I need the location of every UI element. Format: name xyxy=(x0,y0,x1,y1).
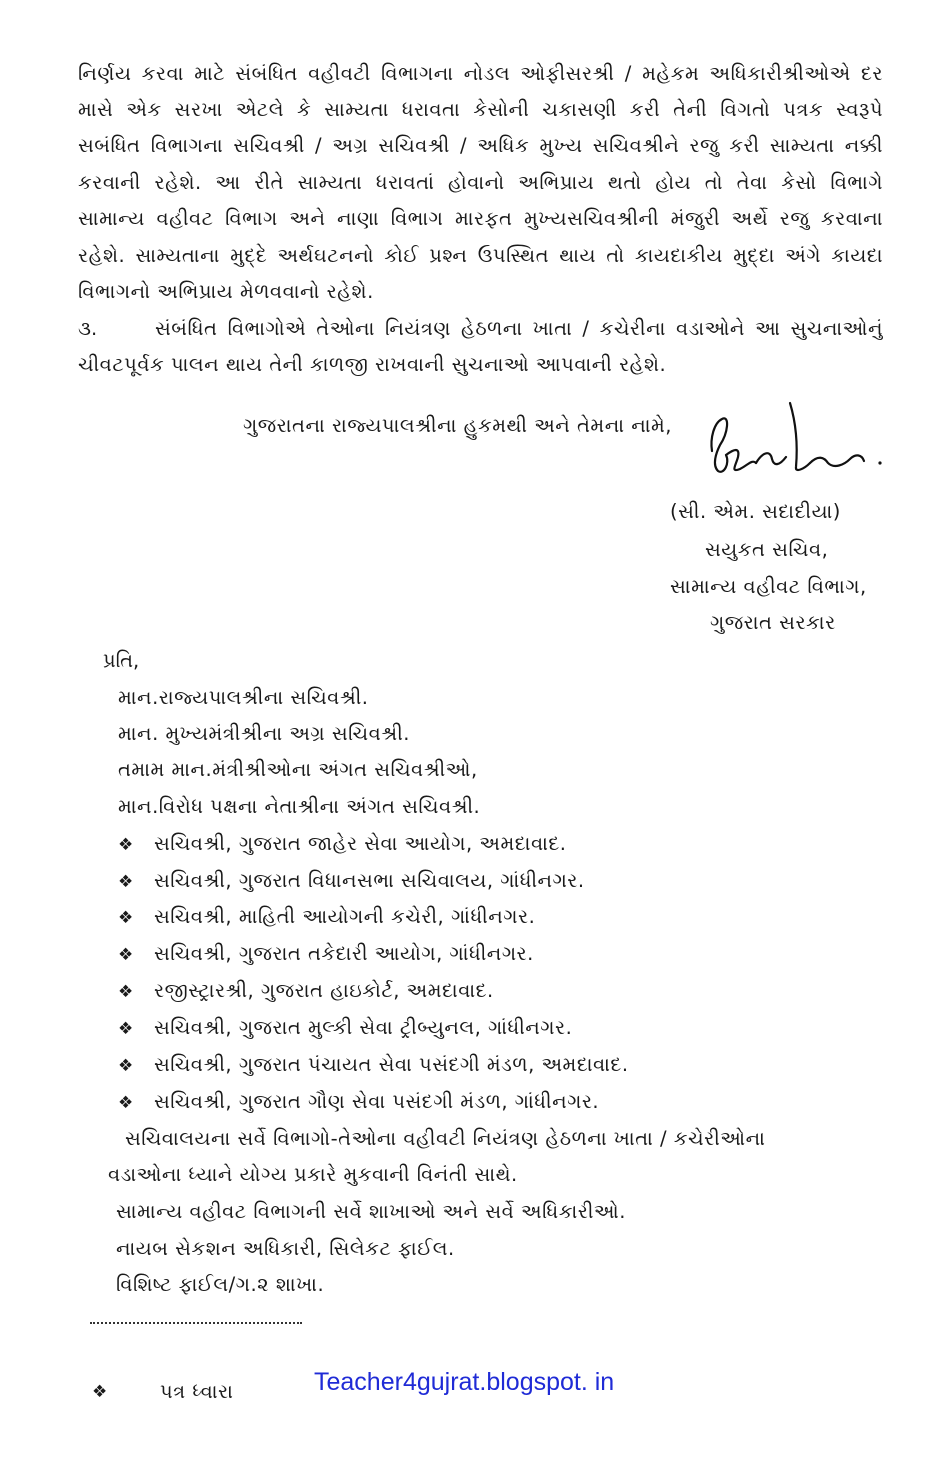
signatory-designation: સયુકત સચિવ, xyxy=(705,538,829,561)
body-line: સામાન્ય વહીવટ વિભાગ અને નાણા વિભાગ મારફત મુખ્યસચિવશ્રીની મંજુરી અર્થે રજુ કરવાના xyxy=(78,207,883,230)
recipient-item: માન.વિરોધ પક્ષના નેતાશ્રીના અંગત સચિવશ્રી. xyxy=(118,795,481,818)
recipient-bullet-item xyxy=(118,1053,629,1078)
recipient-text: સચિવશ્રી, ગુજરાત મુલ્કી સેવા ટ્રીબ્યુનલ, ગાંધીનગર. xyxy=(154,1016,573,1039)
recipient-bullet-item xyxy=(118,1016,572,1041)
body-line: નિર્ણય કરવા માટે સંબંધિત વહીવટી વિભાગના નોડલ ઓફીસરશ્રી / મહેકમ અધિકારીશ્રીઓએ દર xyxy=(78,62,883,85)
recipient-item: સચિવાલયના સર્વે વિભાગો-તેઓના વહીવટી નિયંત્રણ હેઠળના ખાતા / કચેરીઓના xyxy=(125,1127,766,1150)
body-line: સબંધિત વિભાગના સચિવશ્રી / અગ્ર સચિવશ્રી / અધિક મુખ્ય સચિવશ્રીને રજુ કરી સામ્યતા નક્કી xyxy=(78,134,883,157)
point3-line: ચીવટપૂર્વક પાલન થાય તેની કાળજી રાખવાની સુચનાઓ આપવાની રહેશે. xyxy=(78,353,667,376)
body-line: કરવાની રહેશે. આ રીતે સામ્યતા ધરાવતાં હોવાનો અભિપ્રાય થતો હોય તો તેવા કેસો વિભાગે xyxy=(78,171,883,194)
recipient-bullet-item xyxy=(118,979,494,1004)
recipient-text: સચિવશ્રી, ગુજરાત ગૌણ સેવા પસંદગી મંડળ, ગાંધીનગર. xyxy=(154,1090,600,1113)
body-line: માસે એક સરખા એટલે કે સામ્યતા ધરાવતા કેસોની ચકાસણી કરી તેની વિગતો પત્રક સ્વરૂપે xyxy=(78,98,883,121)
patra-label: પત્ર ધ્વારા xyxy=(160,1380,234,1403)
bullet-icon: ❖ xyxy=(118,872,134,892)
point3-line: સંબંધિત વિભાગોએ તેઓના નિયંત્રણ હેઠળના ખાતા / કચેરીના વડાઓને આ સુચનાઓનું xyxy=(155,317,884,340)
recipient-item: સામાન્ય વહીવટ વિભાગની સર્વે શાખાઓ અને સર્વે અધિકારીઓ. xyxy=(116,1200,626,1223)
recipient-text: સચિવશ્રી, ગુજરાત વિધાનસભા સચિવાલય, ગાંધીનગર. xyxy=(154,869,585,892)
recipient-item: વિશિષ્ટ ફાઈલ/ગ.૨ શાખા. xyxy=(116,1273,325,1296)
recipient-text: રજીસ્ટ્રારશ્રી, ગુજરાત હાઇકોર્ટ, અમદાવાદ. xyxy=(154,979,494,1002)
signatory-government: ગુજરાત સરકાર xyxy=(710,611,836,634)
signatory-department: સામાન્ય વહીવટ વિભાગ, xyxy=(670,575,867,598)
body-line: વિભાગનો અભિપ્રાય મેળવવાનો રહેશે. xyxy=(78,280,374,303)
bullet-icon: ❖ xyxy=(118,1056,134,1076)
order-line: ગુજરાતના રાજ્યપાલશ્રીના હુકમથી અને તેમના નામે, xyxy=(243,414,672,437)
recipient-text: સચિવશ્રી, માહિતી આયોગની કચેરી, ગાંધીનગર. xyxy=(154,905,536,928)
body-line: રહેશે. સામ્યતાના મુદ્દે અર્થઘટનનો કોઈ પ્રશ્ન ઉપસ્થિત થાય તો કાયદાકીય મુદ્દા અંગે કાયદા xyxy=(78,244,883,267)
recipient-bullet-item xyxy=(118,832,566,857)
bullet-icon: ❖ xyxy=(118,908,134,928)
recipient-bullet-item xyxy=(118,942,534,967)
bullet-icon: ❖ xyxy=(118,1019,134,1039)
signature-image xyxy=(700,393,890,493)
recipient-bullet-item xyxy=(118,905,535,930)
bullet-icon: ❖ xyxy=(118,1093,134,1113)
bullet-icon: ❖ xyxy=(118,982,134,1002)
dotted-separator xyxy=(90,1322,302,1324)
prati-label: પ્રતિ, xyxy=(103,649,140,672)
recipient-item: વડાઓના ધ્યાને યોગ્ય પ્રકારે મુકવાની વિનંતી સાથે. xyxy=(108,1163,518,1186)
signatory-name: (સી. એમ. સદાદીયા) xyxy=(670,500,841,523)
point-number: ૩. xyxy=(78,317,98,340)
recipient-bullet-item xyxy=(118,1090,599,1115)
recipient-bullet-item xyxy=(118,869,585,894)
recipient-item: તમામ માન.મંત્રીશ્રીઓના અંગત સચિવશ્રીઓ, xyxy=(118,758,478,781)
bullet-icon: ❖ xyxy=(118,835,134,855)
recipient-item: માન. મુખ્યમંત્રીશ્રીના અગ્ર સચિવશ્રી. xyxy=(118,722,410,745)
recipient-text: સચિવશ્રી, ગુજરાત પંચાયત સેવા પસંદગી મંડળ, અમદાવાદ. xyxy=(154,1053,629,1076)
blog-watermark: Teacher4gujrat.blogspot. in xyxy=(314,1368,615,1396)
bullet-icon: ❖ xyxy=(92,1382,108,1402)
recipient-item: નાયબ સેકશન અધિકારી, સિલેકટ ફાઈલ. xyxy=(116,1237,455,1260)
recipient-text: સચિવશ્રી, ગુજરાત જાહેર સેવા આયોગ, અમદાવાદ. xyxy=(154,832,567,855)
recipient-item: માન.રાજ્યપાલશ્રીના સચિવશ્રી. xyxy=(118,686,369,709)
recipient-text: સચિવશ્રી, ગુજરાત તકેદારી આયોગ, ગાંધીનગર. xyxy=(154,942,534,965)
bullet-icon: ❖ xyxy=(118,945,134,965)
